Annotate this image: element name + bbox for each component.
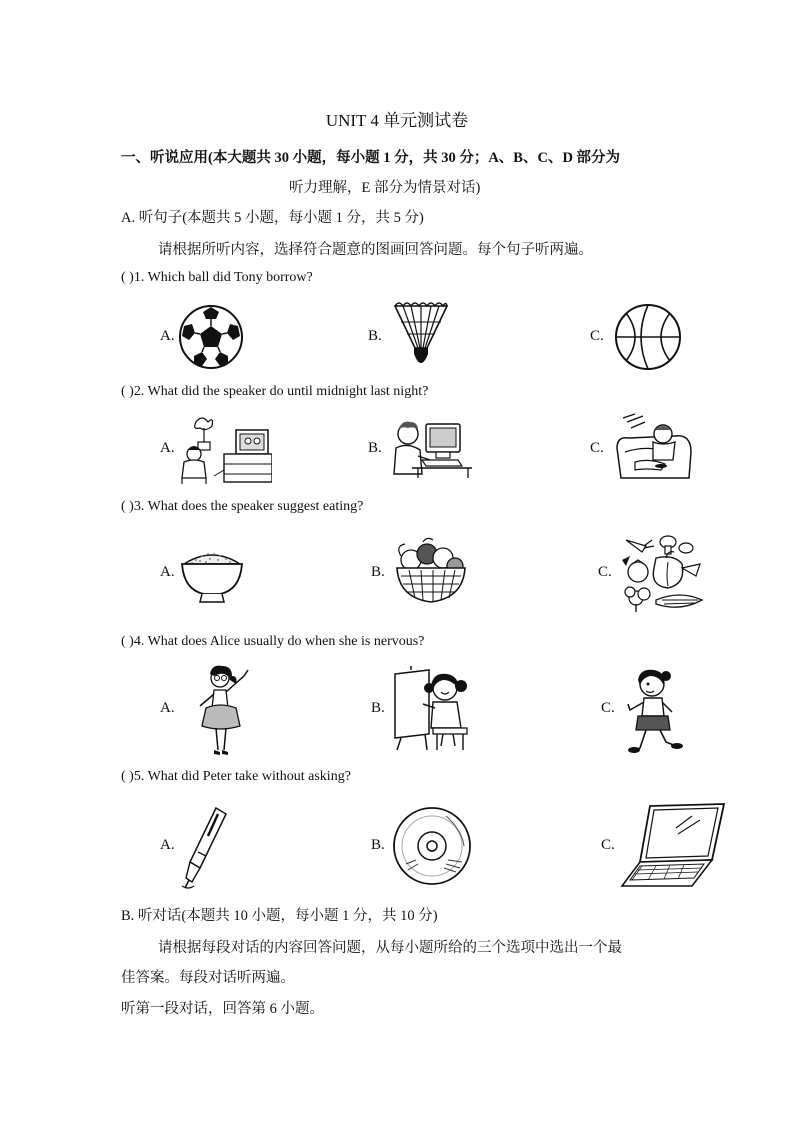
- q4-option-c-label: C.: [601, 700, 615, 716]
- q5-option-b-label: B.: [371, 837, 385, 853]
- section-heading-line2: 听力理解，E 部分为情景对话): [289, 180, 481, 196]
- section-heading-line1: 一、听说应用(本大题共 30 小题，每小题 1 分，共 30 分；A、B、C、D 部分为: [121, 150, 621, 166]
- q4-option-b-label: B.: [371, 700, 385, 716]
- dancing-girl-icon: [198, 662, 254, 756]
- running-girl-icon: [626, 664, 684, 756]
- q1-option-a-label: A.: [160, 328, 175, 344]
- part-b-heading: B. 听对话(本题共 10 小题，每小题 1 分，共 10 分): [121, 908, 438, 924]
- q1-option-c-label: C.: [590, 328, 604, 344]
- cd-icon: [392, 806, 472, 886]
- basketball-icon: [614, 303, 682, 371]
- part-b-instruction-line1: 请根据每段对话的内容回答问题，从每小题所给的三个选项中选出一个最: [158, 940, 622, 956]
- q2-option-c-label: C.: [590, 440, 604, 456]
- question-3: ( )3. What does the speaker suggest eating?: [121, 499, 364, 514]
- q5-option-c-label: C.: [601, 837, 615, 853]
- fruit-basket-icon: [393, 536, 469, 606]
- question-4: ( )4. What does Alice usually do when she is nervous?: [121, 634, 425, 649]
- question-5: ( )5. What did Peter take without asking?: [121, 769, 351, 784]
- shuttlecock-icon: [393, 300, 449, 372]
- watching-tv-icon: [178, 412, 272, 486]
- q2-option-b-label: B.: [368, 440, 382, 456]
- q2-option-a-label: A.: [160, 440, 175, 456]
- rice-bowl-icon: [180, 544, 244, 604]
- question-1: ( )1. Which ball did Tony borrow?: [121, 270, 313, 285]
- part-a-heading: A. 听句子(本题共 5 小题，每小题 1 分，共 5 分): [121, 210, 424, 226]
- q1-option-b-label: B.: [368, 328, 382, 344]
- part-a-instruction: 请根据所听内容，选择符合题意的图画回答问题。每个句子听两遍。: [158, 242, 593, 258]
- dialog-1-instruction: 听第一段对话，回答第 6 小题。: [121, 1001, 324, 1017]
- q3-option-a-label: A.: [160, 564, 175, 580]
- vegetables-icon: [620, 528, 704, 614]
- q5-option-a-label: A.: [160, 837, 175, 853]
- q3-option-b-label: B.: [371, 564, 385, 580]
- soccer-ball-icon: [178, 304, 244, 370]
- page-title: UNIT 4 单元测试卷: [325, 111, 469, 130]
- painting-girl-icon: [393, 664, 475, 752]
- q4-option-a-label: A.: [160, 700, 175, 716]
- using-computer-icon: [392, 418, 474, 480]
- resting-on-sofa-icon: [613, 412, 695, 484]
- question-2: ( )2. What did the speaker do until midnight last night?: [121, 384, 429, 399]
- laptop-icon: [620, 802, 726, 888]
- q3-option-c-label: C.: [598, 564, 612, 580]
- part-b-instruction-line2: 佳答案。每段对话听两遍。: [121, 970, 295, 986]
- pen-icon: [180, 806, 230, 890]
